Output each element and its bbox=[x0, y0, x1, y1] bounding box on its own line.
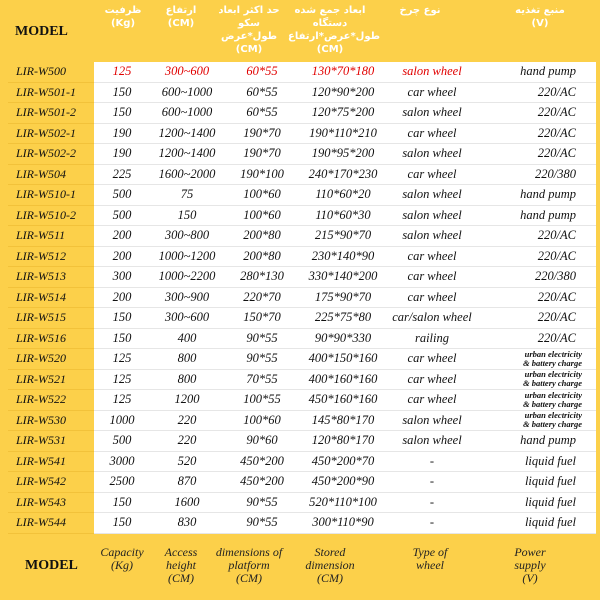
cell-model: LIR-W502-2 bbox=[8, 144, 94, 165]
cell-model: LIR-W510-1 bbox=[8, 185, 94, 206]
cell-platform: 90*55 bbox=[224, 492, 300, 513]
cell-height: 1000~1200 bbox=[150, 246, 224, 267]
cell-wheel: - bbox=[386, 472, 478, 493]
cell-capacity: 225 bbox=[94, 164, 150, 185]
cell-platform: 100*55 bbox=[224, 390, 300, 411]
spec-table-body bbox=[8, 62, 596, 533]
footer-height-text: Access height (CM) bbox=[164, 545, 198, 585]
cell-wheel: car wheel bbox=[386, 369, 478, 390]
table-row bbox=[8, 513, 596, 534]
table-row bbox=[8, 267, 596, 288]
footer-stored bbox=[290, 546, 370, 585]
header-model-label: MODEL bbox=[15, 24, 68, 39]
header-power-text: منبع تغذیه (V) bbox=[515, 5, 565, 29]
cell-capacity: 200 bbox=[94, 246, 150, 267]
cell-model: LIR-W516 bbox=[8, 328, 94, 349]
cell-power: hand pump bbox=[478, 431, 596, 452]
cell-wheel: salon wheel bbox=[386, 410, 478, 431]
cell-capacity: 150 bbox=[94, 103, 150, 124]
table-row bbox=[8, 246, 596, 267]
cell-wheel: salon wheel bbox=[386, 431, 478, 452]
cell-power: urban electricity & battery charge bbox=[478, 349, 596, 370]
cell-model: LIR-W515 bbox=[8, 308, 94, 329]
header-wheel bbox=[380, 4, 460, 17]
cell-height: 1600~2000 bbox=[150, 164, 224, 185]
table-row bbox=[8, 492, 596, 513]
cell-height: 520 bbox=[150, 451, 224, 472]
cell-wheel: car wheel bbox=[386, 287, 478, 308]
cell-height: 600~1000 bbox=[150, 82, 224, 103]
cell-model: LIR-W544 bbox=[8, 513, 94, 534]
cell-stored: 230*140*90 bbox=[300, 246, 386, 267]
cell-platform: 100*60 bbox=[224, 205, 300, 226]
cell-model: LIR-W501-1 bbox=[8, 82, 94, 103]
cell-capacity: 500 bbox=[94, 205, 150, 226]
table-row bbox=[8, 308, 596, 329]
cell-platform: 90*55 bbox=[224, 513, 300, 534]
cell-power: liquid fuel bbox=[478, 492, 596, 513]
cell-height: 300~600 bbox=[150, 308, 224, 329]
cell-power: 220/AC bbox=[478, 226, 596, 247]
cell-power: 220/AC bbox=[478, 308, 596, 329]
cell-model: LIR-W510-2 bbox=[8, 205, 94, 226]
cell-wheel: railing bbox=[386, 328, 478, 349]
footer-power-text: Power supply (V) bbox=[514, 545, 546, 585]
cell-capacity: 3000 bbox=[94, 451, 150, 472]
cell-platform: 220*70 bbox=[224, 287, 300, 308]
cell-capacity: 1000 bbox=[94, 410, 150, 431]
cell-stored: 215*90*70 bbox=[300, 226, 386, 247]
cell-platform: 100*60 bbox=[224, 185, 300, 206]
footer-power bbox=[490, 546, 570, 585]
header-platform-text: حد اکثر ابعاد سکو طول*عرض (CM) bbox=[218, 5, 280, 55]
cell-wheel: salon wheel bbox=[386, 103, 478, 124]
cell-platform: 90*55 bbox=[224, 328, 300, 349]
footer-stored-text: Stored dimension (CM) bbox=[305, 545, 355, 585]
cell-stored: 145*80*170 bbox=[300, 410, 386, 431]
table-row bbox=[8, 144, 596, 165]
table-row bbox=[8, 287, 596, 308]
cell-model: LIR-W513 bbox=[8, 267, 94, 288]
cell-height: 220 bbox=[150, 410, 224, 431]
table-row bbox=[8, 410, 596, 431]
cell-model: LIR-W542 bbox=[8, 472, 94, 493]
cell-wheel: car wheel bbox=[386, 246, 478, 267]
cell-model: LIR-W543 bbox=[8, 492, 94, 513]
footer-capacity bbox=[94, 546, 150, 572]
cell-wheel: salon wheel bbox=[386, 205, 478, 226]
cell-height: 830 bbox=[150, 513, 224, 534]
cell-height: 400 bbox=[150, 328, 224, 349]
cell-power: 220/AC bbox=[478, 123, 596, 144]
cell-height: 1000~2200 bbox=[150, 267, 224, 288]
cell-wheel: car wheel bbox=[386, 164, 478, 185]
cell-platform: 150*70 bbox=[224, 308, 300, 329]
cell-height: 220 bbox=[150, 431, 224, 452]
footer-platform bbox=[208, 546, 290, 585]
cell-stored: 450*200*70 bbox=[300, 451, 386, 472]
cell-platform: 450*200 bbox=[224, 472, 300, 493]
cell-power: 220/380 bbox=[478, 164, 596, 185]
cell-height: 75 bbox=[150, 185, 224, 206]
cell-height: 870 bbox=[150, 472, 224, 493]
cell-wheel: car wheel bbox=[386, 390, 478, 411]
cell-stored: 190*95*200 bbox=[300, 144, 386, 165]
cell-capacity: 150 bbox=[94, 492, 150, 513]
footer-wheel bbox=[390, 546, 470, 572]
footer-capacity-text: Capacity (Kg) bbox=[100, 545, 144, 572]
footer-wheel-text: Type of wheel bbox=[412, 545, 448, 572]
cell-platform: 90*60 bbox=[224, 431, 300, 452]
cell-stored: 400*160*160 bbox=[300, 369, 386, 390]
cell-height: 300~900 bbox=[150, 287, 224, 308]
cell-height: 600~1000 bbox=[150, 103, 224, 124]
table-footer bbox=[0, 540, 600, 600]
cell-power: 220/AC bbox=[478, 103, 596, 124]
table-row bbox=[8, 472, 596, 493]
cell-power: liquid fuel bbox=[478, 513, 596, 534]
cell-capacity: 2500 bbox=[94, 472, 150, 493]
header-power bbox=[490, 4, 590, 30]
cell-height: 1200 bbox=[150, 390, 224, 411]
cell-power: liquid fuel bbox=[478, 451, 596, 472]
cell-capacity: 500 bbox=[94, 431, 150, 452]
cell-capacity: 300 bbox=[94, 267, 150, 288]
cell-platform: 100*60 bbox=[224, 410, 300, 431]
footer-height bbox=[150, 546, 212, 585]
cell-height: 150 bbox=[150, 205, 224, 226]
cell-capacity: 125 bbox=[94, 369, 150, 390]
cell-wheel: salon wheel bbox=[386, 62, 478, 82]
cell-stored: 300*110*90 bbox=[300, 513, 386, 534]
cell-capacity: 200 bbox=[94, 226, 150, 247]
cell-power: urban electricity & battery charge bbox=[478, 369, 596, 390]
cell-model: LIR-W521 bbox=[8, 369, 94, 390]
cell-stored: 240*170*230 bbox=[300, 164, 386, 185]
cell-stored: 120*75*200 bbox=[300, 103, 386, 124]
cell-stored: 90*90*330 bbox=[300, 328, 386, 349]
cell-power: 220/AC bbox=[478, 144, 596, 165]
cell-platform: 70*55 bbox=[224, 369, 300, 390]
cell-platform: 190*100 bbox=[224, 164, 300, 185]
cell-platform: 450*200 bbox=[224, 451, 300, 472]
header-capacity bbox=[98, 4, 148, 30]
header-platform bbox=[212, 4, 286, 56]
cell-power: hand pump bbox=[478, 205, 596, 226]
cell-wheel: salon wheel bbox=[386, 144, 478, 165]
cell-power: 220/AC bbox=[478, 82, 596, 103]
cell-model: LIR-W504 bbox=[8, 164, 94, 185]
cell-height: 1200~1400 bbox=[150, 123, 224, 144]
table-row bbox=[8, 123, 596, 144]
cell-wheel: car wheel bbox=[386, 123, 478, 144]
cell-platform: 90*55 bbox=[224, 349, 300, 370]
cell-stored: 190*110*210 bbox=[300, 123, 386, 144]
cell-model: LIR-W501-2 bbox=[8, 103, 94, 124]
table-row bbox=[8, 390, 596, 411]
table-row bbox=[8, 62, 596, 82]
table-row bbox=[8, 205, 596, 226]
table-header bbox=[0, 0, 600, 62]
cell-power: liquid fuel bbox=[478, 472, 596, 493]
cell-power: 220/AC bbox=[478, 287, 596, 308]
cell-height: 800 bbox=[150, 349, 224, 370]
cell-stored: 450*200*90 bbox=[300, 472, 386, 493]
cell-capacity: 500 bbox=[94, 185, 150, 206]
cell-stored: 520*110*100 bbox=[300, 492, 386, 513]
cell-wheel: car wheel bbox=[386, 349, 478, 370]
cell-platform: 200*80 bbox=[224, 246, 300, 267]
table-row bbox=[8, 328, 596, 349]
cell-model: LIR-W514 bbox=[8, 287, 94, 308]
header-stored bbox=[288, 4, 381, 56]
cell-capacity: 200 bbox=[94, 287, 150, 308]
cell-power: hand pump bbox=[478, 62, 596, 82]
cell-stored: 130*70*180 bbox=[300, 62, 386, 82]
cell-platform: 190*70 bbox=[224, 144, 300, 165]
cell-wheel: - bbox=[386, 492, 478, 513]
cell-stored: 120*80*170 bbox=[300, 431, 386, 452]
header-stored-text: ابعاد جمع شده دستگاه طول*عرض*ارتفاع (CM) bbox=[288, 5, 381, 55]
cell-height: 1200~1400 bbox=[150, 144, 224, 165]
cell-height: 800 bbox=[150, 369, 224, 390]
table-row bbox=[8, 451, 596, 472]
cell-height: 300~600 bbox=[150, 62, 224, 82]
cell-stored: 450*160*160 bbox=[300, 390, 386, 411]
footer-model-label: MODEL bbox=[25, 558, 78, 573]
cell-wheel: car wheel bbox=[386, 82, 478, 103]
cell-stored: 400*150*160 bbox=[300, 349, 386, 370]
cell-capacity: 150 bbox=[94, 513, 150, 534]
cell-platform: 200*80 bbox=[224, 226, 300, 247]
cell-capacity: 125 bbox=[94, 62, 150, 82]
cell-wheel: car/salon wheel bbox=[386, 308, 478, 329]
cell-platform: 60*55 bbox=[224, 62, 300, 82]
cell-model: LIR-W531 bbox=[8, 431, 94, 452]
cell-capacity: 125 bbox=[94, 390, 150, 411]
cell-model: LIR-W541 bbox=[8, 451, 94, 472]
cell-model: LIR-W530 bbox=[8, 410, 94, 431]
cell-platform: 60*55 bbox=[224, 103, 300, 124]
header-height-text: ارتفاع (CM) bbox=[165, 5, 197, 29]
footer-platform-text: dimensions of platform (CM) bbox=[215, 545, 283, 585]
cell-height: 1600 bbox=[150, 492, 224, 513]
table-row bbox=[8, 369, 596, 390]
cell-stored: 110*60*20 bbox=[300, 185, 386, 206]
cell-platform: 60*55 bbox=[224, 82, 300, 103]
table-row bbox=[8, 431, 596, 452]
cell-stored: 330*140*200 bbox=[300, 267, 386, 288]
cell-wheel: - bbox=[386, 513, 478, 534]
cell-model: LIR-W511 bbox=[8, 226, 94, 247]
cell-platform: 280*130 bbox=[224, 267, 300, 288]
cell-capacity: 150 bbox=[94, 82, 150, 103]
table-row bbox=[8, 349, 596, 370]
cell-power: urban electricity & battery charge bbox=[478, 390, 596, 411]
cell-capacity: 150 bbox=[94, 328, 150, 349]
cell-power: 220/AC bbox=[478, 328, 596, 349]
table-row bbox=[8, 82, 596, 103]
cell-capacity: 190 bbox=[94, 144, 150, 165]
table-row bbox=[8, 164, 596, 185]
cell-wheel: salon wheel bbox=[386, 185, 478, 206]
cell-model: LIR-W500 bbox=[8, 62, 94, 82]
cell-power: urban electricity & battery charge bbox=[478, 410, 596, 431]
cell-model: LIR-W512 bbox=[8, 246, 94, 267]
header-capacity-text: ظرفیت (Kg) bbox=[104, 5, 142, 29]
cell-height: 300~800 bbox=[150, 226, 224, 247]
cell-power: 220/AC bbox=[478, 246, 596, 267]
cell-stored: 225*75*80 bbox=[300, 308, 386, 329]
cell-platform: 190*70 bbox=[224, 123, 300, 144]
cell-stored: 120*90*200 bbox=[300, 82, 386, 103]
spec-table bbox=[8, 62, 596, 534]
table-row bbox=[8, 226, 596, 247]
cell-capacity: 150 bbox=[94, 308, 150, 329]
cell-model: LIR-W520 bbox=[8, 349, 94, 370]
table-row bbox=[8, 103, 596, 124]
cell-power: hand pump bbox=[478, 185, 596, 206]
cell-wheel: car wheel bbox=[386, 267, 478, 288]
header-height bbox=[150, 4, 212, 30]
cell-stored: 110*60*30 bbox=[300, 205, 386, 226]
cell-capacity: 125 bbox=[94, 349, 150, 370]
cell-model: LIR-W522 bbox=[8, 390, 94, 411]
cell-wheel: - bbox=[386, 451, 478, 472]
cell-power: 220/380 bbox=[478, 267, 596, 288]
cell-stored: 175*90*70 bbox=[300, 287, 386, 308]
header-wheel-text: نوع چرخ bbox=[399, 5, 441, 16]
table-row bbox=[8, 185, 596, 206]
cell-model: LIR-W502-1 bbox=[8, 123, 94, 144]
cell-wheel: salon wheel bbox=[386, 226, 478, 247]
cell-capacity: 190 bbox=[94, 123, 150, 144]
